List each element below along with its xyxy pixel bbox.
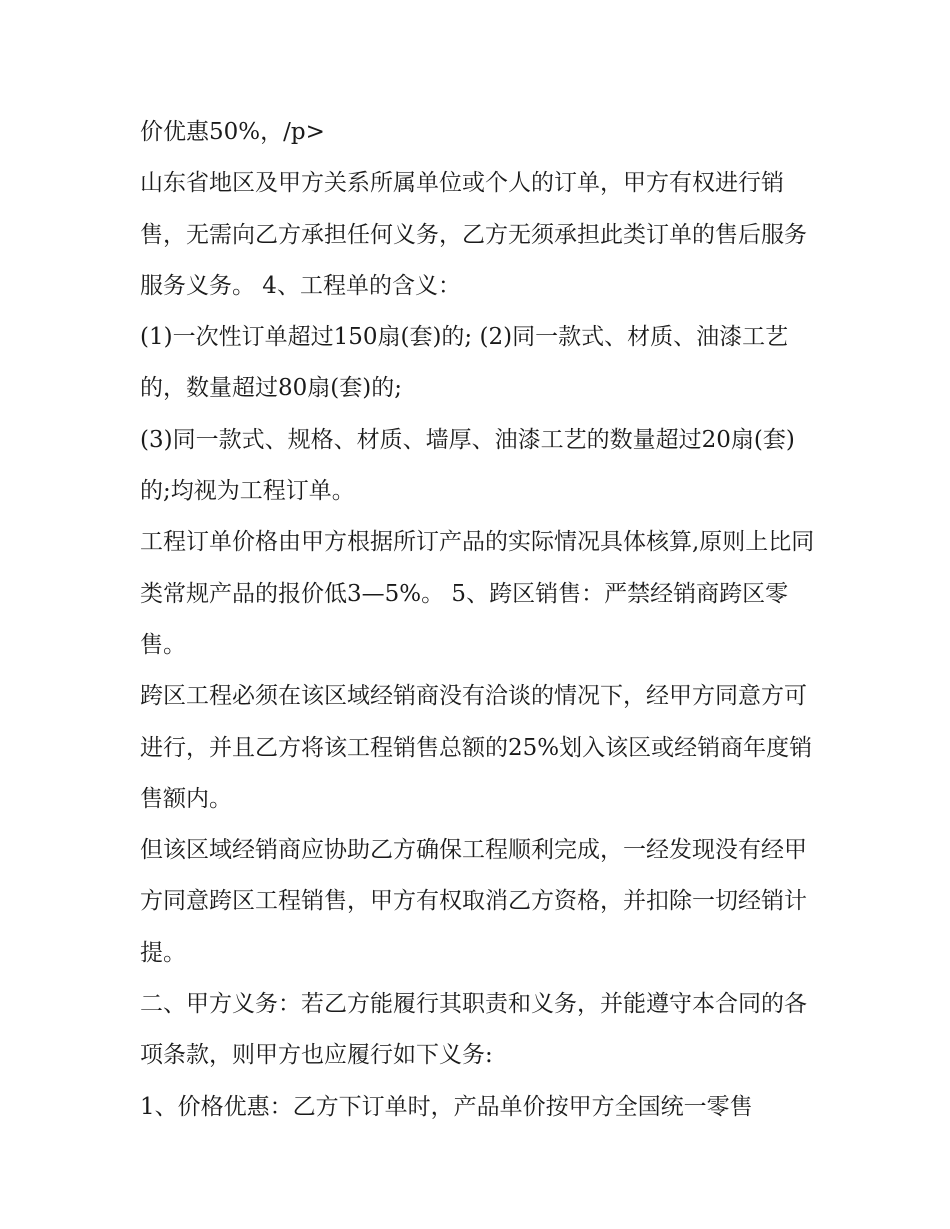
paragraph-engineering-criteria-3: (3)同一款式、规格、材质、墙厚、油漆工艺的数量超过20扇(套)的;均视为工程订单。 — [140, 426, 795, 505]
paragraph-engineering-criteria-1-2: (1)一次性订单超过150扇(套)的; (2)同一款式、材质、油漆工艺的，数量超过80扇(套)的; — [140, 324, 789, 402]
paragraph-cross-region-engineering: 跨区工程必须在该区域经销商没有洽谈的情况下，经甲方同意方可进行，并且乙方将该工程销售总额的25%划入该区或经销商年度销售额内。 — [140, 683, 813, 812]
paragraph-engineering-pricing: 工程订单价格由甲方根据所订产品的实际情况具体核算,原则上比同类常规产品的报价低3—5%。 5、跨区销售：严禁经销商跨区零售。 — [140, 529, 815, 658]
paragraph-party-a-obligations: 二、甲方义务：若乙方能履行其职责和义务，并能遵守本合同的各项条款，则甲方也应履行如下义务: — [140, 991, 807, 1069]
paragraph-price-discount: 1、价格优惠：乙方下订单时，产品单价按甲方全国统一零售 — [140, 1093, 753, 1120]
paragraph-discount-continuation: 价优惠50%，/p> — [140, 119, 325, 145]
document-body — [140, 107, 820, 1133]
paragraph-cross-region-penalty: 但该区域经销商应协助乙方确保工程顺利完成，一经发现没有经甲方同意跨区工程销售，甲方有权取消乙方资格，并扣除一切经销计提。 — [140, 837, 807, 966]
paragraph-shandong-orders: 山东省地区及甲方关系所属单位或个人的订单，甲方有权进行销售，无需向乙方承担任何义务，乙方无须承担此类订单的售后服务服务义务。 4、工程单的含义： — [140, 170, 807, 299]
